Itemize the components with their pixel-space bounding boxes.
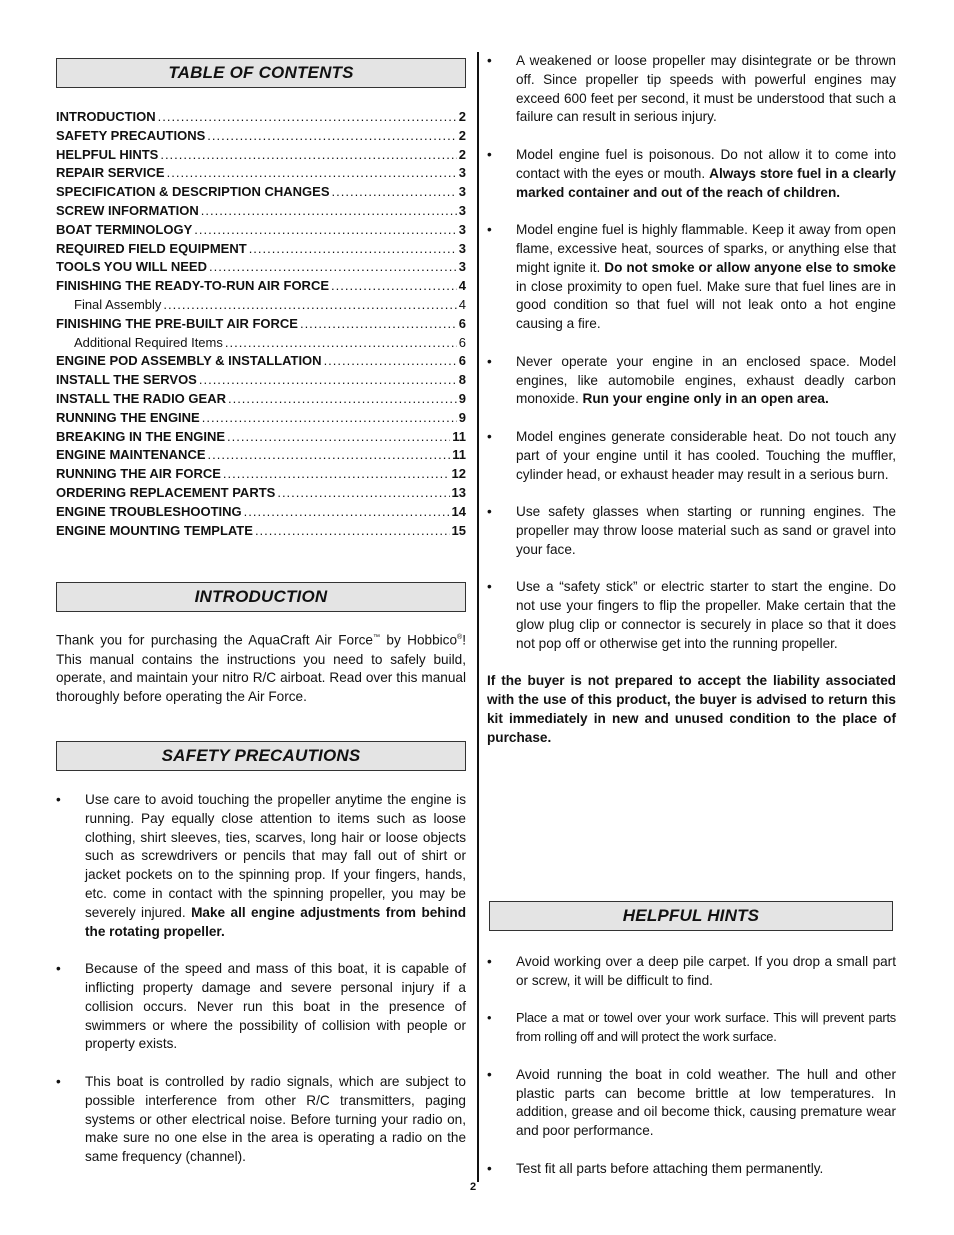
toc-entry-label: HELPFUL HINTS	[56, 146, 159, 162]
toc-entry	[56, 409, 466, 428]
safety-list-left	[56, 791, 466, 1167]
hints-heading-box	[489, 901, 893, 931]
safety-item: • Model engines generate considerable heat. Do not touch any part of your engine until it has cooled. Touching the muffler, cylinder head, or exhaust header may result in a serious burn.	[487, 428, 896, 482]
toc-entry-label: SAFETY PRECAUTIONS	[56, 127, 206, 143]
bullet-icon: •	[487, 579, 492, 595]
toc-entry-page: 15	[451, 522, 466, 538]
toc-entry-label: RUNNING THE AIR FORCE	[56, 466, 221, 482]
toc-entry	[56, 221, 466, 240]
toc-entry-label: REPAIR SERVICE	[56, 165, 165, 181]
toc-entry	[56, 240, 466, 259]
toc-dot-leader	[201, 202, 457, 221]
toc-entry-label: ENGINE MAINTENANCE	[56, 447, 206, 463]
toc-entry-page: 13	[451, 484, 466, 500]
toc-entry	[56, 108, 466, 127]
introduction-paragraph: Thank you for purchasing the AquaCraft Air Force™ by Hobbico®! This manual contains the instructions you need to safely build, operate, and maintain your nitro R/C airboat. Read over this manual thoroughly before operating the Air Force.	[56, 632, 466, 705]
safety-item: • Model engine fuel is poisonous. Do not allow it to come into contact with the eyes or mouth. Always store fuel in a clearly marked container and out of the reach of children.	[487, 146, 896, 200]
toc-entry-label: TOOLS YOU WILL NEED	[56, 259, 207, 275]
toc-entry	[56, 146, 466, 165]
page-number: 2	[470, 1181, 477, 1193]
introduction-title: INTRODUCTION	[194, 587, 328, 607]
toc-dot-leader	[300, 315, 457, 334]
safety-list-right	[487, 52, 896, 654]
toc-entry-page: 3	[458, 165, 466, 181]
bullet-icon: •	[487, 1066, 492, 1082]
bullet-icon: •	[56, 792, 61, 808]
toc-dot-leader	[277, 484, 449, 503]
toc-dot-leader	[324, 352, 457, 371]
toc-dot-leader	[208, 446, 451, 465]
toc-entry-page: 3	[458, 202, 466, 218]
toc-dot-leader	[158, 108, 457, 127]
toc-dot-leader	[167, 164, 457, 183]
toc-dot-leader	[228, 390, 457, 409]
bullet-icon: •	[487, 53, 492, 68]
toc-dot-leader	[160, 146, 456, 165]
toc-dot-leader	[332, 183, 457, 202]
toc-entry	[56, 371, 466, 390]
toc-entry-label: ENGINE POD ASSEMBLY & INSTALLATION	[56, 353, 322, 369]
toc-entry-page: 3	[458, 221, 466, 237]
toc-entry	[56, 352, 466, 371]
toc-title: TABLE OF CONTENTS	[168, 63, 354, 82]
hint-item: • Avoid running the boat in cold weather. The hull and other plastic parts can become brittle at low temperatures. In addition, grease and oil become thick, causing premature wear and poor performance.	[487, 1066, 896, 1139]
trademark-symbol: ™	[372, 634, 380, 642]
toc-entry	[56, 334, 466, 353]
toc-dot-leader	[209, 258, 457, 277]
safety-item: • Use a “safety stick” or electric starter to start the engine. Do not use your fingers to flip the propeller. Make certain that the glow plug clip or connector is securely in place so that it does not pop off or otherwise get into the running propeller.	[487, 579, 896, 651]
toc-dot-leader	[249, 240, 457, 259]
toc-entry-page: 3	[458, 259, 466, 275]
safety-item: • A weakened or loose propeller may disintegrate or be thrown off. Since propeller tip speeds with powerful engines may exceed 600 feet per second, it must be understood that such a failure can result in serious injury.	[487, 53, 896, 125]
hints-list	[487, 953, 896, 1179]
bullet-icon: •	[487, 146, 492, 162]
bullet-icon: •	[487, 1160, 492, 1176]
toc-entry-page: 9	[458, 390, 466, 406]
toc-entry-page: 3	[458, 184, 466, 200]
bullet-icon: •	[56, 961, 61, 977]
hint-item: • Place a mat or towel over your work surface. This will prevent parts from rolling off and will protect the work surface.	[487, 1010, 896, 1045]
toc-entry-label: REQUIRED FIELD EQUIPMENT	[56, 240, 247, 256]
toc-entry-page: 2	[458, 127, 466, 143]
toc-entry-page: 11	[452, 428, 466, 444]
toc-dot-leader	[255, 522, 450, 541]
toc-dot-leader	[163, 296, 456, 315]
toc-entry-label: INSTALL THE RADIO GEAR	[56, 390, 226, 406]
toc-dot-leader	[225, 334, 457, 353]
toc-heading-box	[56, 58, 466, 88]
toc-dot-leader	[199, 371, 457, 390]
safety-item: • Never operate your engine in an enclosed space. Model engines, like automobile engines, exhaust deadly carbon monoxide. Run your engine only in an open area.	[487, 353, 896, 407]
bullet-icon: •	[56, 1074, 61, 1089]
toc-dot-leader	[223, 465, 450, 484]
toc-entry-page: 6	[458, 334, 466, 350]
toc-entry	[56, 446, 466, 465]
toc-entry-label: SCREW INFORMATION	[56, 202, 199, 218]
toc-entry	[56, 202, 466, 221]
toc-entry-label: Additional Required Items	[74, 334, 223, 350]
safety-item: • Because of the speed and mass of this boat, it is capable of inflicting property damage and severe personal injury if a collision occurs. Never run this boat in the presence of swimmers or where the possibility of collision with people or property exists.	[56, 961, 466, 1052]
toc-entry-page: 11	[452, 447, 466, 463]
toc-entry	[56, 296, 466, 315]
toc-entry-label: FINISHING THE READY-TO-RUN AIR FORCE	[56, 278, 330, 294]
safety-precautions-title: SAFETY PRECAUTIONS	[161, 746, 361, 766]
safety-item: • Use care to avoid touching the propeller anytime the engine is running. Pay equally close attention to items such as loose clothing, shirt sleeves, ties, scarves, long hair or loose objects such as screwdrivers or pencils that may fall out of shirt or jacket pockets on to the spinning prop. If your fingers, hands, etc. come in contact with the spinning propeller, you may be severely injured. Make all engine adjustments from behind the rotating propeller.	[56, 792, 466, 939]
helpful-hints-title: HELPFUL HINTS	[622, 906, 760, 925]
toc-dot-leader	[202, 409, 457, 428]
bullet-icon: •	[487, 428, 492, 444]
toc-entry	[56, 164, 466, 183]
toc-entry-page: 6	[458, 353, 466, 369]
toc-entry	[56, 127, 466, 146]
bullet-icon: •	[487, 222, 492, 238]
safety-item: • Use safety glasses when starting or running engines. The propeller may throw loose material such as sand or gravel into your face.	[487, 504, 896, 557]
toc-entry-label: INSTALL THE SERVOS	[56, 372, 197, 388]
hint-item: • Avoid working over a deep pile carpet. If you drop a small part or screw, it will be difficult to find.	[487, 954, 896, 988]
toc-entry-label: Final Assembly	[74, 296, 162, 312]
toc-entry	[56, 183, 466, 202]
toc-entry	[56, 465, 466, 484]
toc-entry-page: 3	[458, 240, 466, 256]
safety-item: • Model engine fuel is highly flammable. Keep it away from open flame, excessive heat, sources of sparks, or anything else that might ignite it. Do not smoke or allow anyone else to smoke in close proximity to open fuel. Make sure that fuel lines are in good condition so that fuel will not leak onto a hot engine causing a fire.	[487, 222, 896, 332]
toc-entry-label: ENGINE TROUBLESHOOTING	[56, 503, 242, 519]
toc-entry	[56, 428, 466, 447]
bullet-icon: •	[487, 954, 492, 969]
hint-item: • Test fit all parts before attaching them permanently.	[487, 1160, 896, 1179]
toc-entry-page: 4	[458, 278, 466, 294]
safety-item: • This boat is controlled by radio signals, which are subject to possible interference from other R/C transmitters, paging systems or other electrical noise. Before turning your radio on, make sure no one else in the area is operating a radio on the same frequency (channel).	[56, 1074, 466, 1165]
toc-entry-page: 14	[451, 503, 466, 519]
toc-entry-label: BREAKING IN THE ENGINE	[56, 428, 226, 444]
bullet-icon: •	[487, 1010, 492, 1026]
toc-entry-label: ENGINE MOUNTING TEMPLATE	[56, 522, 253, 538]
toc-entry-label: BOAT TERMINOLOGY	[56, 221, 193, 237]
toc-dot-leader	[244, 503, 450, 522]
toc-entry-page: 9	[458, 409, 466, 425]
left-column	[56, 58, 466, 1167]
liability-warning: If the buyer is not prepared to accept the liability associated with the use of this product, the buyer is advised to return this kit immediately in new and unused condition to the place of purchase.	[487, 673, 896, 745]
toc-entry-page: 8	[458, 372, 466, 388]
toc-entry-page: 4	[458, 296, 466, 312]
introduction-heading-box	[56, 582, 466, 612]
toc-entry-label: ORDERING REPLACEMENT PARTS	[56, 484, 276, 500]
bullet-icon: •	[487, 504, 492, 520]
toc-dot-leader	[227, 428, 450, 447]
toc-entry	[56, 522, 466, 541]
toc-entry	[56, 315, 466, 334]
toc-entry	[56, 484, 466, 503]
toc-dot-leader	[207, 127, 456, 146]
toc-entry-label: SPECIFICATION & DESCRIPTION CHANGES	[56, 184, 330, 200]
toc-entry	[56, 277, 466, 296]
toc-entry-page: 6	[458, 315, 466, 331]
bullet-icon: •	[487, 353, 492, 369]
right-column	[487, 52, 896, 1176]
toc-entry-label: INTRODUCTION	[56, 109, 156, 124]
toc-dot-leader	[194, 221, 457, 240]
toc-entry-page: 2	[458, 109, 466, 124]
registered-symbol: ®	[457, 634, 463, 642]
toc-entry	[56, 258, 466, 277]
table-of-contents	[56, 108, 466, 540]
toc-entry-page: 2	[458, 146, 466, 162]
toc-entry-label: FINISHING THE PRE-BUILT AIR FORCE	[56, 315, 298, 331]
toc-entry	[56, 503, 466, 522]
column-divider	[477, 52, 479, 1182]
safety-heading-box	[56, 741, 466, 771]
toc-entry	[56, 390, 466, 409]
toc-entry-label: RUNNING THE ENGINE	[56, 409, 200, 425]
toc-entry-page: 12	[451, 466, 466, 482]
toc-dot-leader	[331, 277, 457, 296]
